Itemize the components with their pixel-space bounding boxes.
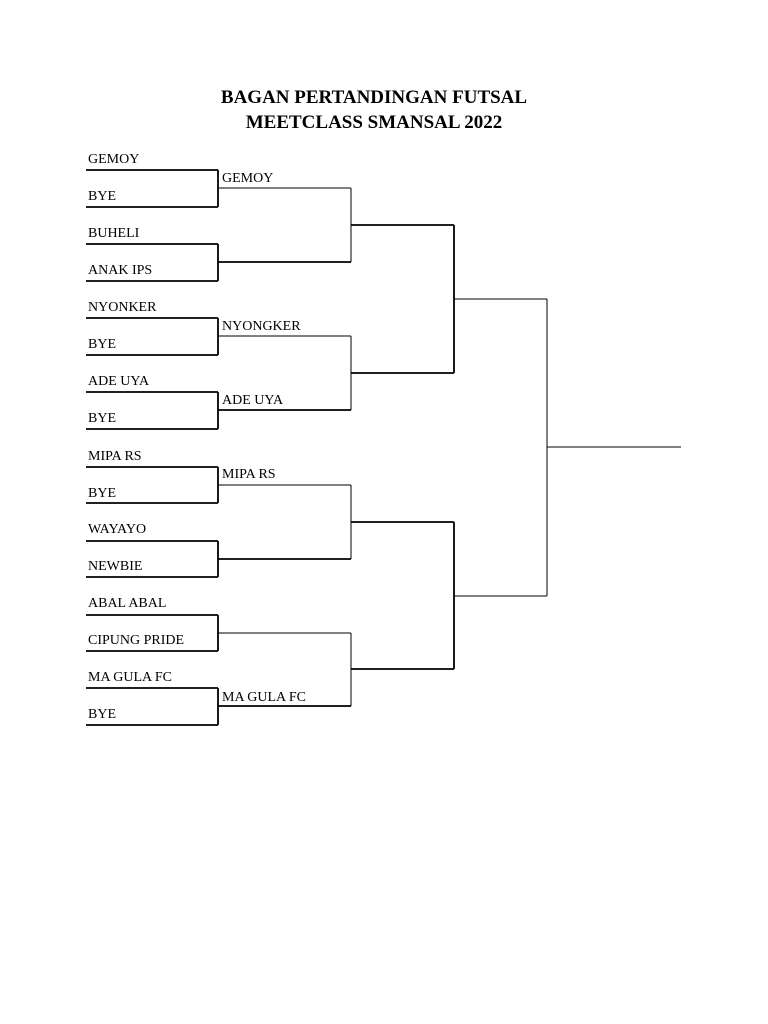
round2-slot-5: MIPA RS — [222, 467, 276, 482]
round1-team-11: WAYAYO — [88, 522, 147, 537]
round1-team-8: BYE — [88, 411, 116, 426]
round1-team-2: BYE — [88, 189, 116, 204]
round1-team-5: NYONKER — [88, 300, 157, 315]
round2-slot-4: ADE UYA — [222, 393, 284, 408]
round1-team-13: ABAL ABAL — [88, 596, 167, 611]
round1-team-1: GEMOY — [88, 152, 140, 167]
round1-team-14: CIPUNG PRIDE — [88, 633, 185, 648]
bracket-title-line-1: BAGAN PERTANDINGAN FUTSAL — [220, 87, 528, 108]
bracket-title-line-2: MEETCLASS SMANSAL 2022 — [245, 112, 503, 133]
round1-team-10: BYE — [88, 486, 116, 501]
round1-team-9: MIPA RS — [88, 449, 142, 464]
round1-team-4: ANAK IPS — [88, 263, 153, 278]
round2-slot-1: GEMOY — [222, 171, 274, 186]
round1-team-3: BUHELI — [88, 226, 140, 241]
round2-slot-8: MA GULA FC — [222, 690, 307, 705]
round1-team-7: ADE UYA — [88, 374, 150, 389]
round1-team-6: BYE — [88, 337, 116, 352]
round2-slot-3: NYONGKER — [222, 319, 301, 334]
round1-team-12: NEWBIE — [88, 559, 143, 574]
round1-team-15: MA GULA FC — [88, 670, 173, 685]
round1-team-16: BYE — [88, 707, 116, 722]
